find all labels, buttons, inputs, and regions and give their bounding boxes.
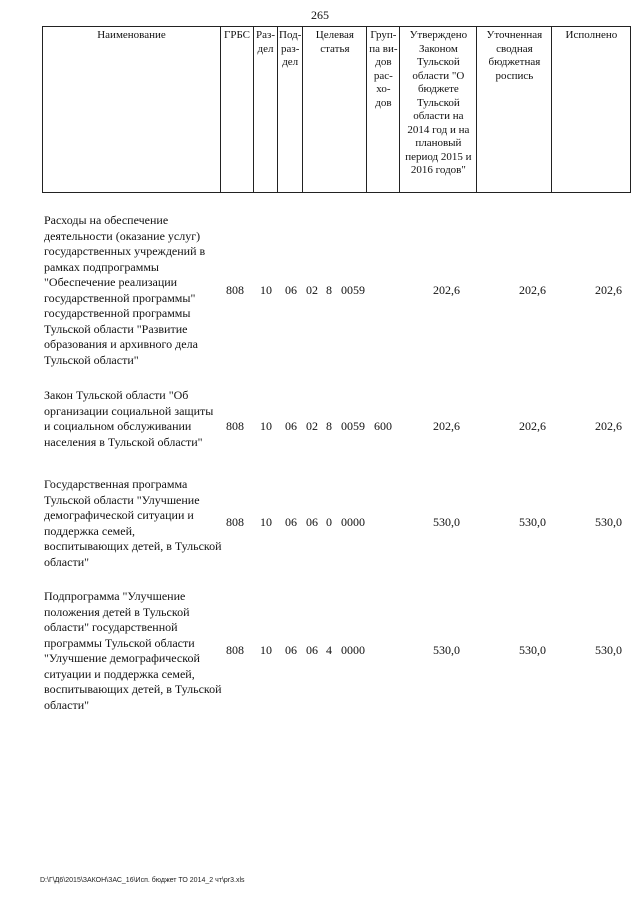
header-utverzhdeno: Утверждено Законом Тульской области "О бюджете Тульской области на 2014 год и на плановый период 2015 и 2016 годов" bbox=[400, 27, 477, 193]
row-cs-code: 0000 bbox=[341, 515, 365, 529]
header-grbs: ГРБС bbox=[221, 27, 254, 193]
row-vid: 600 bbox=[374, 419, 392, 433]
header-name: Наименование bbox=[43, 27, 221, 193]
row-cs-program: 02 bbox=[306, 283, 318, 297]
row-podrazdel: 06 bbox=[285, 515, 297, 529]
row-name: Государственная программа Тульской области "Улучшение демографической ситуации и поддержка семей, воспитывающих детей, в Тульской области" bbox=[44, 477, 222, 569]
header-celevaya-statya: Целевая статья bbox=[303, 27, 367, 193]
row-podrazdel: 06 bbox=[285, 283, 297, 297]
row-ispolneno: 202,6 bbox=[595, 283, 622, 297]
row-razdel: 10 bbox=[260, 283, 272, 297]
header-utochnennaya: Уточненная сводная бюджетная роспись bbox=[477, 27, 552, 193]
row-name: Закон Тульской области "Об организации социальной защиты и социальном обслуживании населения в Тульской области" bbox=[44, 388, 214, 449]
row-grbs: 808 bbox=[226, 515, 244, 529]
row-grbs: 808 bbox=[226, 283, 244, 297]
row-cs-program: 02 bbox=[306, 419, 318, 433]
row-utverzhdeno: 202,6 bbox=[433, 419, 460, 433]
row-ispolneno: 530,0 bbox=[595, 515, 622, 529]
row-utochnennaya: 530,0 bbox=[519, 643, 546, 657]
row-podrazdel: 06 bbox=[285, 419, 297, 433]
footer-file-path: D:\Г\Д6\2015\ЗАКОН\ЗАС_16\Исп. бюджет ТО 2014_2 чт\pr3.xls bbox=[40, 877, 245, 884]
row-utochnennaya: 202,6 bbox=[519, 283, 546, 297]
row-name: Подпрограмма "Улучшение положения детей в Тульской области" государственной программы Тульской области "Улучшение демографической ситуации и поддержка семей, воспитывающих детей, в Тульской области" bbox=[44, 589, 222, 712]
row-cs-subprogram: 8 bbox=[326, 419, 332, 433]
row-podrazdel: 06 bbox=[285, 643, 297, 657]
header-razdel: Раз- дел bbox=[254, 27, 278, 193]
row-ispolneno: 202,6 bbox=[595, 419, 622, 433]
row-cs-subprogram: 4 bbox=[326, 643, 332, 657]
row-cs-program: 06 bbox=[306, 515, 318, 529]
row-grbs: 808 bbox=[226, 643, 244, 657]
row-ispolneno: 530,0 bbox=[595, 643, 622, 657]
row-utverzhdeno: 202,6 bbox=[433, 283, 460, 297]
row-cs-code: 0000 bbox=[341, 643, 365, 657]
row-razdel: 10 bbox=[260, 643, 272, 657]
row-utverzhdeno: 530,0 bbox=[433, 643, 460, 657]
row-cs-program: 06 bbox=[306, 643, 318, 657]
row-cs-subprogram: 8 bbox=[326, 283, 332, 297]
row-razdel: 10 bbox=[260, 419, 272, 433]
row-cs-subprogram: 0 bbox=[326, 515, 332, 529]
table-header bbox=[42, 26, 631, 193]
header-podrazdel: Под- раз- дел bbox=[278, 27, 303, 193]
row-razdel: 10 bbox=[260, 515, 272, 529]
row-cs-code: 0059 bbox=[341, 419, 365, 433]
row-utochnennaya: 202,6 bbox=[519, 419, 546, 433]
header-ispolneno: Исполнено bbox=[552, 27, 631, 193]
row-utochnennaya: 530,0 bbox=[519, 515, 546, 529]
row-cs-code: 0059 bbox=[341, 283, 365, 297]
row-grbs: 808 bbox=[226, 419, 244, 433]
page-number: 265 bbox=[311, 8, 329, 22]
header-gruppa-vidov: Груп- па ви- дов рас- хо- дов bbox=[367, 27, 400, 193]
row-name: Расходы на обеспечение деятельности (оказание услуг) государственных учреждений в рамках подпрограммы "Обеспечение реализации государственной программы" государственной программы Тульской области "Развитие образования и архивного дела Тульской области" bbox=[44, 213, 206, 367]
row-utverzhdeno: 530,0 bbox=[433, 515, 460, 529]
